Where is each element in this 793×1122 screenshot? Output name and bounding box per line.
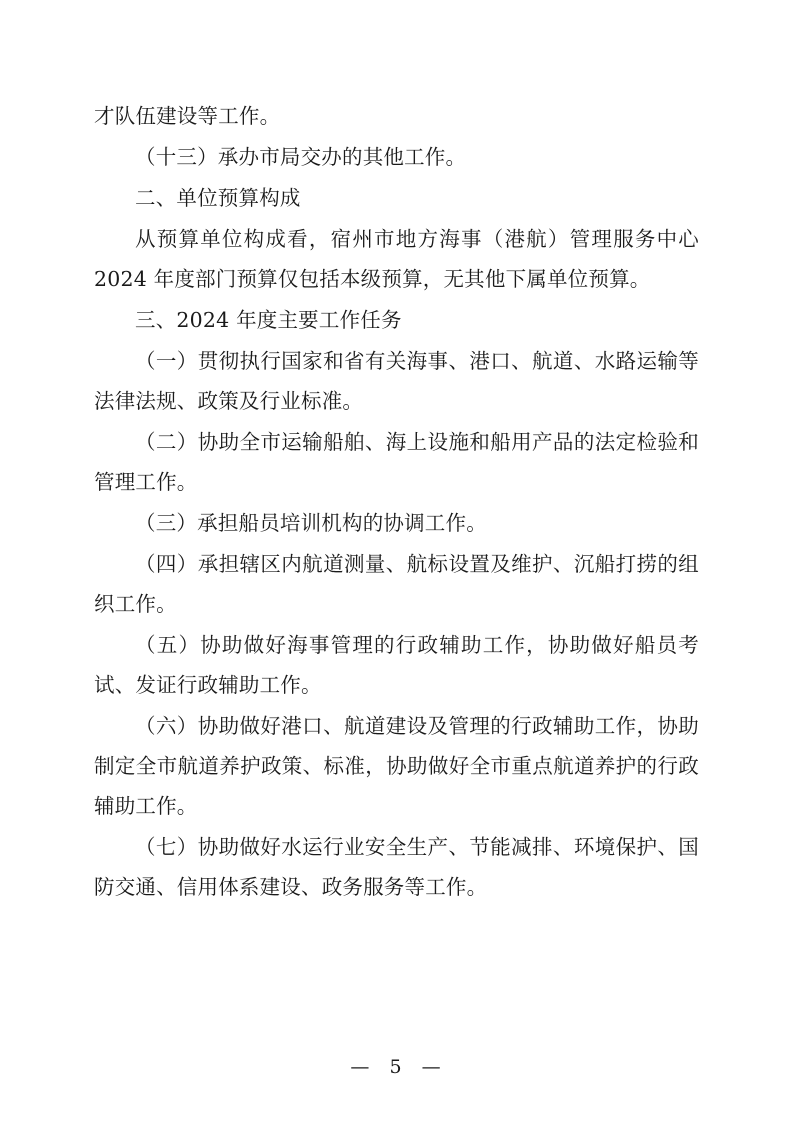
paragraph: （十三）承办市局交办的其他工作。 [135, 145, 467, 169]
paragraph: （六）协助做好港口、航道建设及管理的行政辅助工作，协助制定全市航道养护政策、标准，协助做好全市重点航道养护的行政辅助工作。 [94, 714, 699, 818]
paragraph: （五）协助做好海事管理的行政辅助工作，协助做好船员考试、发证行政辅助工作。 [94, 633, 699, 697]
paragraph: （一）贯彻执行国家和省有关海事、港口、航道、水路运输等法律法规、政策及行业标准。 [94, 349, 699, 413]
paragraph: （四）承担辖区内航道测量、航标设置及维护、沉船打捞的组织工作。 [94, 552, 699, 616]
paragraph: （三）承担船员培训机构的协调工作。 [135, 511, 487, 535]
footer-left-dash: — [350, 1056, 372, 1078]
paragraph: 从预算单位构成看，宿州市地方海事（港航）管理服务中心 2024 年度部门预算仅包括本级预算，无其他下属单位预算。 [94, 227, 699, 291]
paragraph: （七）协助做好水运行业安全生产、节能减排、环境保护、国防交通、信用体系建设、政务服务等工作。 [94, 835, 699, 899]
page-number: 5 [389, 1056, 404, 1078]
section-heading-three: 三、2024 年度主要工作任务 [135, 308, 402, 332]
footer-right-dash: — [421, 1056, 443, 1078]
page-footer [0, 1056, 793, 1078]
paragraph: 才队伍建设等工作。 [94, 104, 281, 128]
section-heading-two: 二、单位预算构成 [135, 186, 301, 210]
document-body [94, 96, 699, 907]
paragraph: （二）协助全市运输船舶、海上设施和船用产品的法定检验和管理工作。 [94, 430, 699, 494]
